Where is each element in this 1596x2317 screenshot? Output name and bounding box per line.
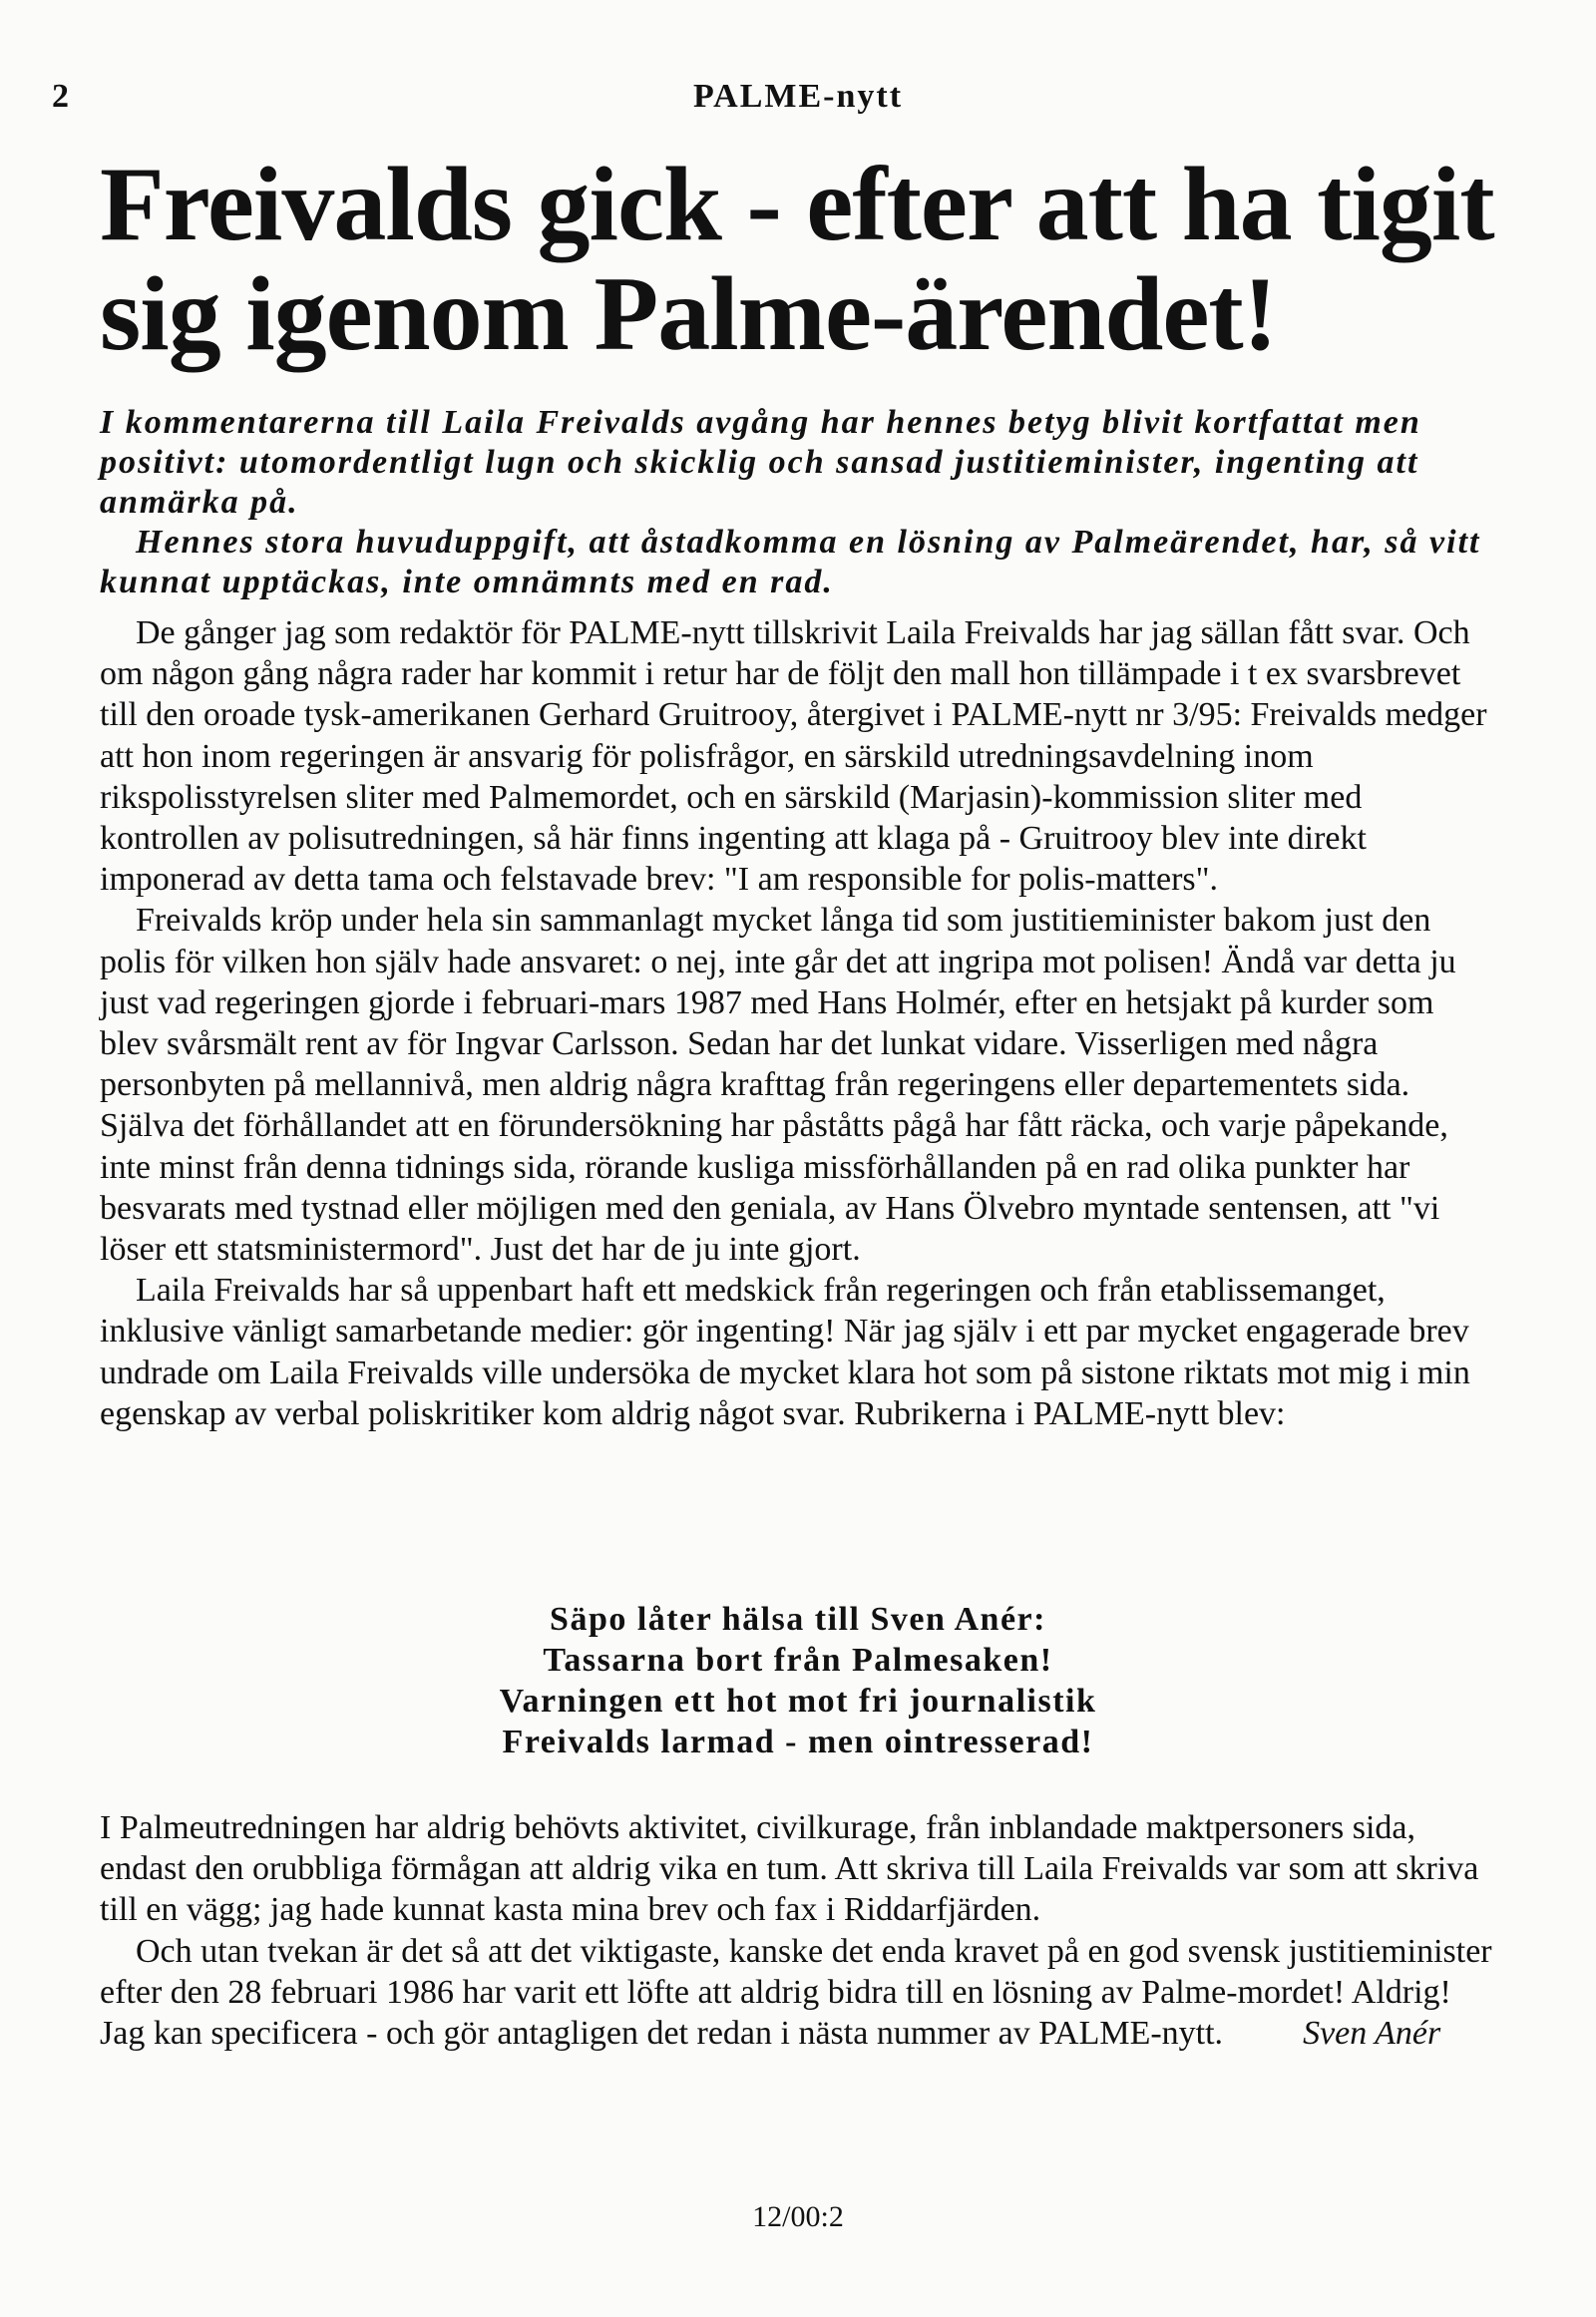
body-paragraph: Laila Freivalds har så uppenbart haft ett medskick från regeringen och från etablissemanget, inklusive vänligt samarbetande medier: gör ingenting! När jag själv i ett par mycket engagerade brev undrade om Laila Freivalds ville undersöka de mycket klara hot som på sistone riktats mot mig i min egenskap av verbal poliskritiker kom aldrig något svar. Rubrikerna i PALME-nytt blev:: [100, 1272, 1470, 1432]
lead-paragraph: I kommentarerna till Laila Freivalds avgång har hennes betyg blivit kortfattat men positivt: utomordentligt lugn och skicklig och sansad justitieminister, ingenting att anmärka på.: [100, 404, 1421, 521]
quoted-headline: Säpo låter hälsa till Sven Anér:: [550, 1601, 1046, 1638]
article-body: [100, 612, 1496, 1434]
author-signature: Sven Anér: [1303, 2015, 1441, 2053]
article-headline: [100, 146, 1516, 372]
article-closing: [100, 1807, 1496, 2054]
quoted-headline: Tassarna bort från Palmesaken!: [543, 1642, 1053, 1679]
quoted-headlines: [0, 1599, 1596, 1762]
closing-paragraph-text: Och utan tvekan är det så att det viktigaste, kanske det enda kravet på en god svensk justitieminister efter den 28 februari 1986 har varit ett löfte att aldrig bidra till en lösning av Palme-mordet! Aldrig! Jag kan specificera - och gör antagligen det redan i nästa nummer av PALME-nytt.: [100, 1932, 1492, 2053]
page-number: 2: [52, 78, 69, 115]
running-head: PALME-nytt: [692, 78, 904, 115]
headline-line-2: sig igenom Palme-ärendet!: [100, 255, 1278, 372]
quoted-headline: Freivalds larmad - men ointresserad!: [502, 1724, 1094, 1760]
body-paragraph: De gånger jag som redaktör för PALME-nytt tillskrivit Laila Freivalds har jag sällan fått svar. Och om någon gång några rader har kommit i retur har de följt den mall hon tillämpade i t ex svarsbrevet till den oroade tysk-amerikanen Gerhard Gruitrooy, återgivet i PALME-nytt nr 3/95: Freivalds medger att hon inom regeringen är ansvarig för polisfrågor, en särskild utredningsavdelning inom rikspolisstyrelsen sliter med Palmemordet, och en särskild (Marjasin)-kommission sliter med kontrollen av polisutredningen, så här finns ingenting att klaga på - Gruitrooy blev inte direkt imponerad av detta tama och felstavade brev: "I am responsible for polis-matters".: [100, 614, 1487, 899]
closing-paragraph: [100, 1931, 1496, 2055]
headline-line-1: Freivalds gick - efter att ha tigit: [100, 146, 1494, 262]
quoted-headline: Varningen ett hot mot fri journalistik: [499, 1683, 1097, 1720]
closing-paragraph: I Palmeutredningen har aldrig behövts aktivitet, civilkurage, från inblandade maktpersoners sida, endast den orubbliga förmågan att aldrig vika en tum. Att skriva till Laila Freivalds var som att skriva till en vägg; jag hade kunnat kasta mina brev och fax i Riddarfjärden.: [100, 1809, 1479, 1929]
article-lead: [100, 403, 1496, 602]
lead-paragraph: Hennes stora huvuduppgift, att åstadkomma en lösning av Palmeärendet, har, så vitt kunnat upptäckas, inte omnämnts med en rad.: [100, 524, 1481, 600]
issue-code: 12/00:2: [752, 2200, 844, 2233]
body-paragraph: Freivalds kröp under hela sin sammanlagt mycket långa tid som justitieminister bakom just den polis för vilken hon själv hade ansvaret: o nej, inte går det att ingripa mot polisen! Ändå var detta ju just vad regeringen gjorde i februari-mars 1987 med Hans Holmér, efter en hetsjakt på kurder som blev svårsmält rent av för Ingvar Carlsson. Sedan har det lunkat vidare. Visserligen med några personbyten på mellannivå, men aldrig några krafttag från regeringens eller departementets sida. Själva det förhållandet att en förundersökning har påståtts pågå har fått räcka, och varje påpekande, inte minst från denna tidnings sida, rörande kusliga missförhållanden på en rad olika punkter har besvarats med tystnad eller möjligen med den geniala, av Hans Ölvebro myntade sentensen, att "vi löser ett statsministermord". Just det har de ju inte gjort.: [100, 902, 1456, 1269]
